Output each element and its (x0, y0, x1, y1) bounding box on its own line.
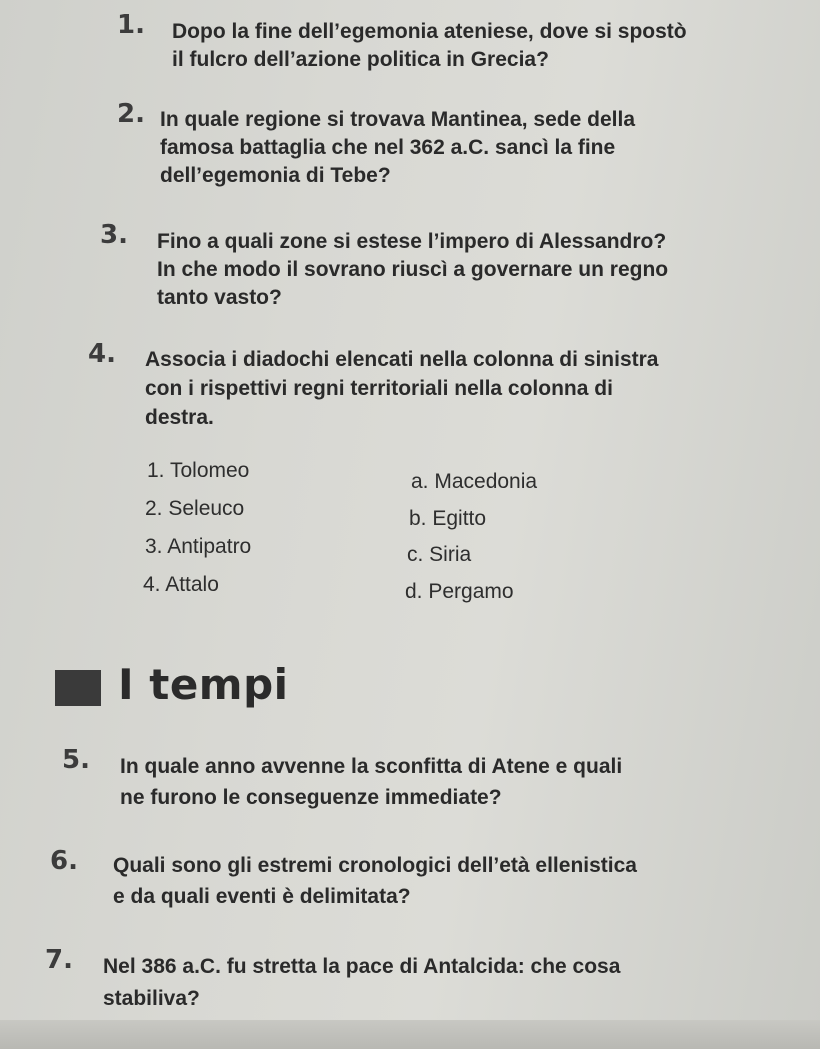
question-text-line: tanto vasto? (157, 286, 282, 309)
match-right-item: c. Siria (407, 543, 472, 566)
question-text-line: con i rispettivi regni territoriali nella colonna di (145, 377, 613, 400)
page-bottom-edge (0, 1020, 820, 1049)
question-text-line: Associa i diadochi elencati nella colonna di sinistra (145, 348, 659, 371)
section-heading: I tempi (118, 660, 289, 709)
question-text-line: stabiliva? (103, 987, 200, 1010)
question-text-line: il fulcro dell’azione politica in Grecia? (172, 48, 549, 71)
question-number: 3. (100, 220, 128, 250)
question-text-line: dell’egemonia di Tebe? (160, 164, 391, 187)
question-number: 6. (50, 846, 78, 876)
match-right-item: a. Macedonia (411, 470, 538, 493)
question-text-line: Quali sono gli estremi cronologici dell’età ellenistica (113, 854, 637, 877)
question-number: 2. (117, 99, 145, 129)
section-marker-square (55, 670, 101, 706)
question-text-line: Nel 386 a.C. fu stretta la pace di Antalcida: che cosa (103, 955, 621, 978)
question-text-line: In quale regione si trovava Mantinea, sede della (160, 108, 635, 131)
question-number: 7. (45, 945, 73, 975)
match-right-item: b. Egitto (409, 507, 487, 530)
match-left-item: 2. Seleuco (145, 497, 245, 520)
question-text-line: In che modo il sovrano riuscì a governare un regno (157, 258, 669, 281)
question-number: 5. (62, 745, 90, 775)
match-left-item: 3. Antipatro (145, 535, 252, 558)
question-text-line: In quale anno avvenne la sconfitta di Atene e quali (120, 755, 623, 778)
question-text-line: ne furono le conseguenze immediate? (120, 786, 502, 809)
match-right-item: d. Pergamo (405, 580, 514, 603)
question-number: 1. (117, 10, 145, 40)
question-number: 4. (88, 339, 116, 369)
match-left-item: 1. Tolomeo (147, 459, 250, 482)
question-text-line: Fino a quali zone si estese l’impero di Alessandro? (157, 230, 667, 253)
question-text-line: e da quali eventi è delimitata? (113, 885, 411, 908)
match-left-item: 4. Attalo (143, 573, 219, 596)
question-text-line: Dopo la fine dell’egemonia ateniese, dove si spostò (172, 20, 687, 43)
question-text-line: destra. (145, 406, 214, 429)
question-text-line: famosa battaglia che nel 362 a.C. sancì la fine (160, 136, 616, 159)
